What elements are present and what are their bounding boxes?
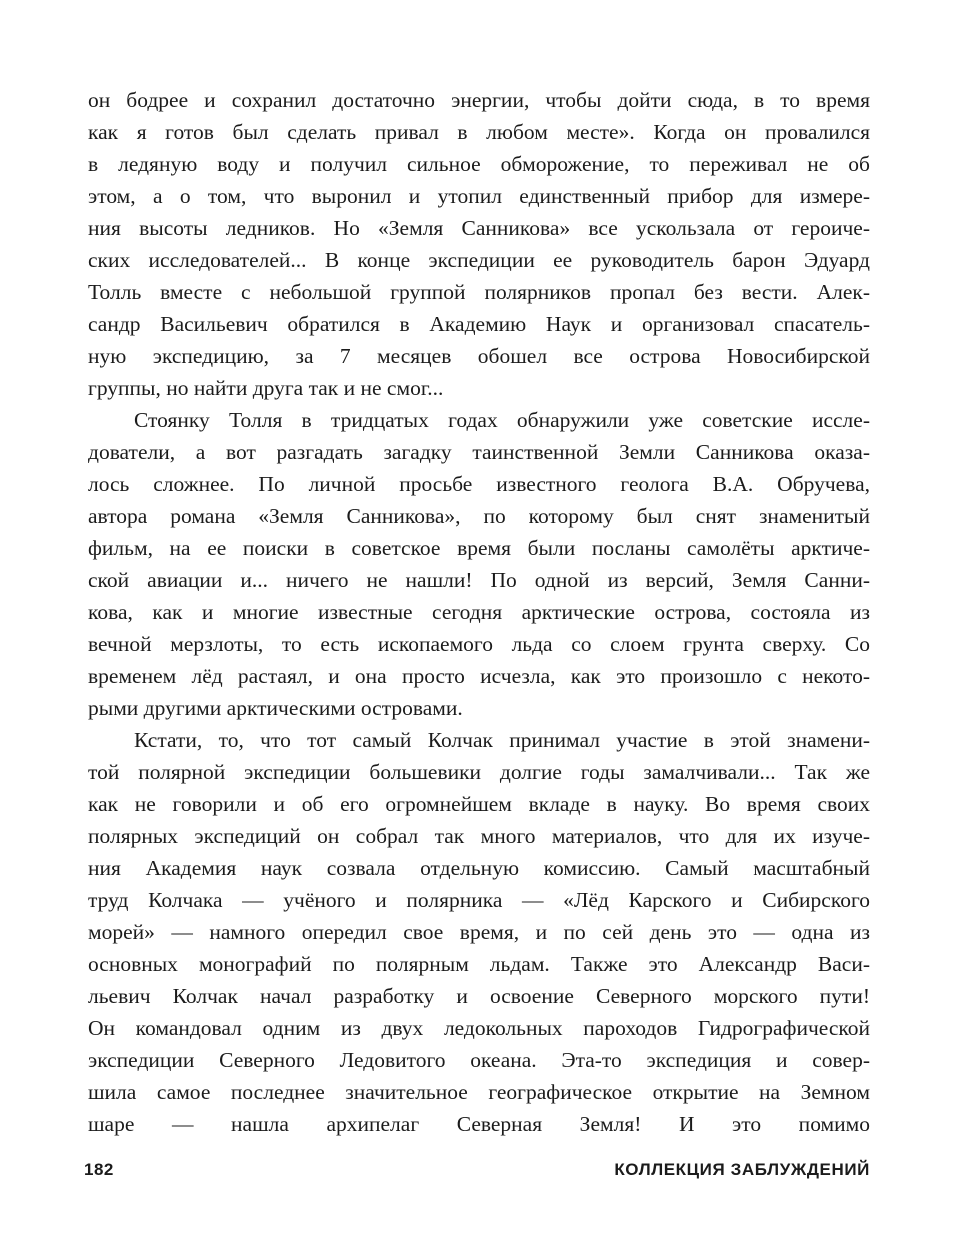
body-text: [88, 84, 870, 1140]
text-line: той полярной экспедиции большевики долгие годы замалчивали... Так же: [88, 760, 870, 784]
text-line: кова, как и многие известные сегодня арктические острова, состояла из: [88, 600, 870, 624]
text-line: фильм, на ее поиски в советское время были посланы самолёты арктиче-: [88, 536, 870, 560]
text-line: как не говорили и об его огромнейшем вкладе в науку. Во время своих: [88, 792, 870, 816]
text-line: ния Академия наук созвала отдельную комиссию. Самый масштабный: [88, 856, 870, 880]
text-line: автора романа «Земля Санникова», по которому был снят знаменитый: [88, 504, 870, 528]
text-line: сандр Васильевич обратился в Академию Наук и организовал спасатель-: [88, 312, 870, 336]
text-line: этом, а о том, что выронил и утопил единственный прибор для измере-: [88, 184, 870, 208]
text-line: ния высоты ледников. Но «Земля Санникова» все ускользала от героиче-: [88, 216, 870, 240]
text-line: шила самое последнее значительное географическое открытие на Земном: [88, 1080, 870, 1104]
text-line: шаре — нашла архипелаг Северная Земля! И это помимо: [88, 1112, 870, 1136]
text-line: ную экспедицию, за 7 месяцев обошел все острова Новосибирской: [88, 344, 870, 368]
page-footer: [84, 1160, 870, 1180]
text-line: Кстати, то, что тот самый Колчак принимал участие в этой знамени-: [134, 728, 870, 752]
text-line: лось сложнее. По личной просьбе известного геолога В.А. Обручева,: [88, 472, 870, 496]
text-line: Он командовал одним из двух ледокольных пароходов Гидрографической: [88, 1016, 870, 1040]
paragraph: [88, 84, 870, 404]
text-line: Стоянку Толля в тридцатых годах обнаружили уже советские иссле-: [134, 408, 870, 432]
text-line: льевич Колчак начал разработку и освоение Северного морского пути!: [88, 984, 870, 1008]
text-line: как я готов был сделать привал в любом месте». Когда он провалился: [88, 120, 870, 144]
text-line: дователи, а вот разгадать загадку таинственной Земли Санникова оказа-: [88, 440, 870, 464]
text-line: морей» — намного опередил свое время, и по сей день это — одна из: [88, 920, 870, 944]
text-line: вечной мерзлоты, то есть ископаемого льда со слоем грунта сверху. Со: [88, 632, 870, 656]
text-line: он бодрее и сохранил достаточно энергии, чтобы дойти сюда, в то время: [88, 88, 870, 112]
page-number: 182: [84, 1160, 114, 1179]
paragraph: [88, 724, 870, 1140]
text-line: Толль вместе с небольшой группой полярников пропал без вести. Алек-: [88, 280, 870, 304]
text-line: основных монографий по полярным льдам. Также это Александр Васи-: [88, 952, 870, 976]
text-line: рыми другими арктическими островами.: [88, 696, 463, 720]
text-line: ских исследователей... В конце экспедиции ее руководитель барон Эдуард: [88, 248, 870, 272]
text-line: труд Колчака — учёного и полярника — «Лёд Карского и Сибирского: [88, 888, 870, 912]
text-line: группы, но найти друга так и не смог...: [88, 376, 444, 400]
paragraph: [88, 404, 870, 724]
text-line: ской авиации и... ничего не нашли! По одной из версий, Земля Санни-: [88, 568, 870, 592]
text-line: временем лёд растаял, и она просто исчезла, как это произошло с некото-: [88, 664, 870, 688]
text-line: полярных экспедиций он собрал так много материалов, что для их изуче-: [88, 824, 870, 848]
running-title: КОЛЛЕКЦИЯ ЗАБЛУЖДЕНИЙ: [614, 1160, 870, 1179]
text-line: в ледяную воду и получил сильное обморожение, то переживал не об: [88, 152, 870, 176]
text-line: экспедиции Северного Ледовитого океана. Эта-то экспедиция и совер-: [88, 1048, 870, 1072]
